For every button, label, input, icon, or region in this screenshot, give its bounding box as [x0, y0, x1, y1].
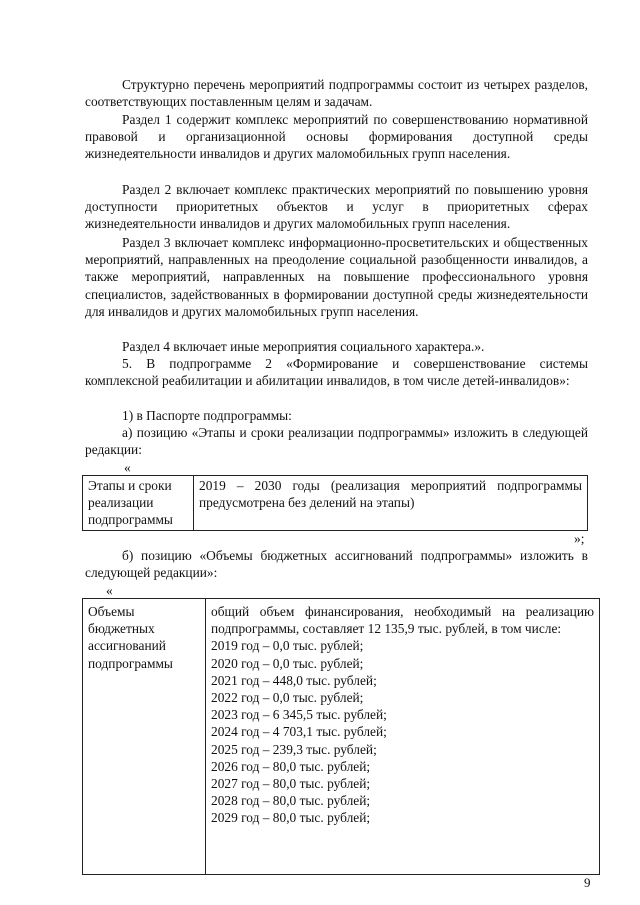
- list-item: 2029 год – 80,0 тыс. рублей;: [211, 810, 371, 826]
- paragraph-section-2: Раздел 2 включает комплекс практических мероприятий по повышению уровня доступности приоритетных объектов и услуг в приоритетных сферах жизнедеятельности инвалидов и других маломобильных групп населения.: [85, 182, 588, 232]
- budget-intro: общий объем финансирования, необходимый на реализацию подпрограммы, составляет 12 135,9 тыс. рублей, в том числе:: [211, 604, 594, 637]
- list-item: 2019 год – 0,0 тыс. рублей;: [211, 638, 364, 654]
- list-item: 2020 год – 0,0 тыс. рублей;: [211, 655, 364, 671]
- paragraph-subprogram-2: 5. В подпрограмме 2 «Формирование и совершенствование системы комплексной реабилитации и абилитации инвалидов, в том числе детей-инвалидов»:: [85, 356, 588, 389]
- budget-value-cell: [206, 599, 600, 875]
- opening-quote-1: «: [124, 460, 131, 475]
- page-number: 9: [584, 875, 591, 890]
- paragraph-structure: Структурно перечень мероприятий подпрограммы состоит из четырех разделов, соответствующих поставленным целям и задачам.: [85, 77, 588, 110]
- paragraph-item-a: а) позицию «Этапы и сроки реализации подпрограммы» изложить в следующей редакции:: [85, 425, 588, 458]
- list-item: 2025 год – 239,3 тыс. рублей;: [211, 741, 377, 757]
- closing-quote-1: »;: [574, 531, 585, 546]
- budget-table: [82, 598, 600, 875]
- stages-label-cell: Этапы и сроки реализации подпрограммы: [83, 476, 194, 531]
- list-item: 2022 год – 0,0 тыс. рублей;: [211, 690, 364, 706]
- table-row: [83, 476, 588, 531]
- list-item: 2024 год – 4 703,1 тыс. рублей;: [211, 724, 387, 740]
- list-item: 2023 год – 6 345,5 тыс. рублей;: [211, 707, 387, 723]
- list-item: 2026 год – 80,0 тыс. рублей;: [211, 758, 371, 774]
- paragraph-section-1: Раздел 1 содержит комплекс мероприятий по совершенствованию нормативной правовой и организационной основы формирования доступной среды жизнедеятельности инвалидов и других маломобильных групп населения.: [85, 112, 588, 162]
- stages-value-cell: 2019 – 2030 годы (реализация мероприятий подпрограммы предусмотрена без делений на этапы): [194, 476, 588, 531]
- list-item: 2028 год – 80,0 тыс. рублей;: [211, 793, 371, 809]
- budget-label-cell: Объемы бюджетных ассигнований подпрограммы: [83, 599, 206, 875]
- paragraph-section-3: Раздел 3 включает комплекс информационно-просветительских и общественных мероприятий, направленных на преодоление социальной разобщенности инвалидов, а также мероприятий, направленных на повышение профессионального уровня специалистов, задействованных в формировании доступной среды жизнедеятельности для инвалидов и других маломобильных групп населения.: [85, 235, 588, 319]
- paragraph-item-b: б) позицию «Объемы бюджетных ассигнований подпрограммы» изложить в следующей редакции»:: [85, 548, 588, 581]
- paragraph-passport: 1) в Паспорте подпрограммы:: [122, 408, 292, 423]
- opening-quote-2: «: [106, 583, 113, 598]
- table-row: [83, 599, 600, 875]
- stages-table: [82, 475, 588, 531]
- paragraph-section-4: Раздел 4 включает иные мероприятия социального характера.».: [122, 339, 485, 354]
- list-item: 2027 год – 80,0 тыс. рублей;: [211, 776, 371, 792]
- list-item: 2021 год – 448,0 тыс. рублей;: [211, 672, 377, 688]
